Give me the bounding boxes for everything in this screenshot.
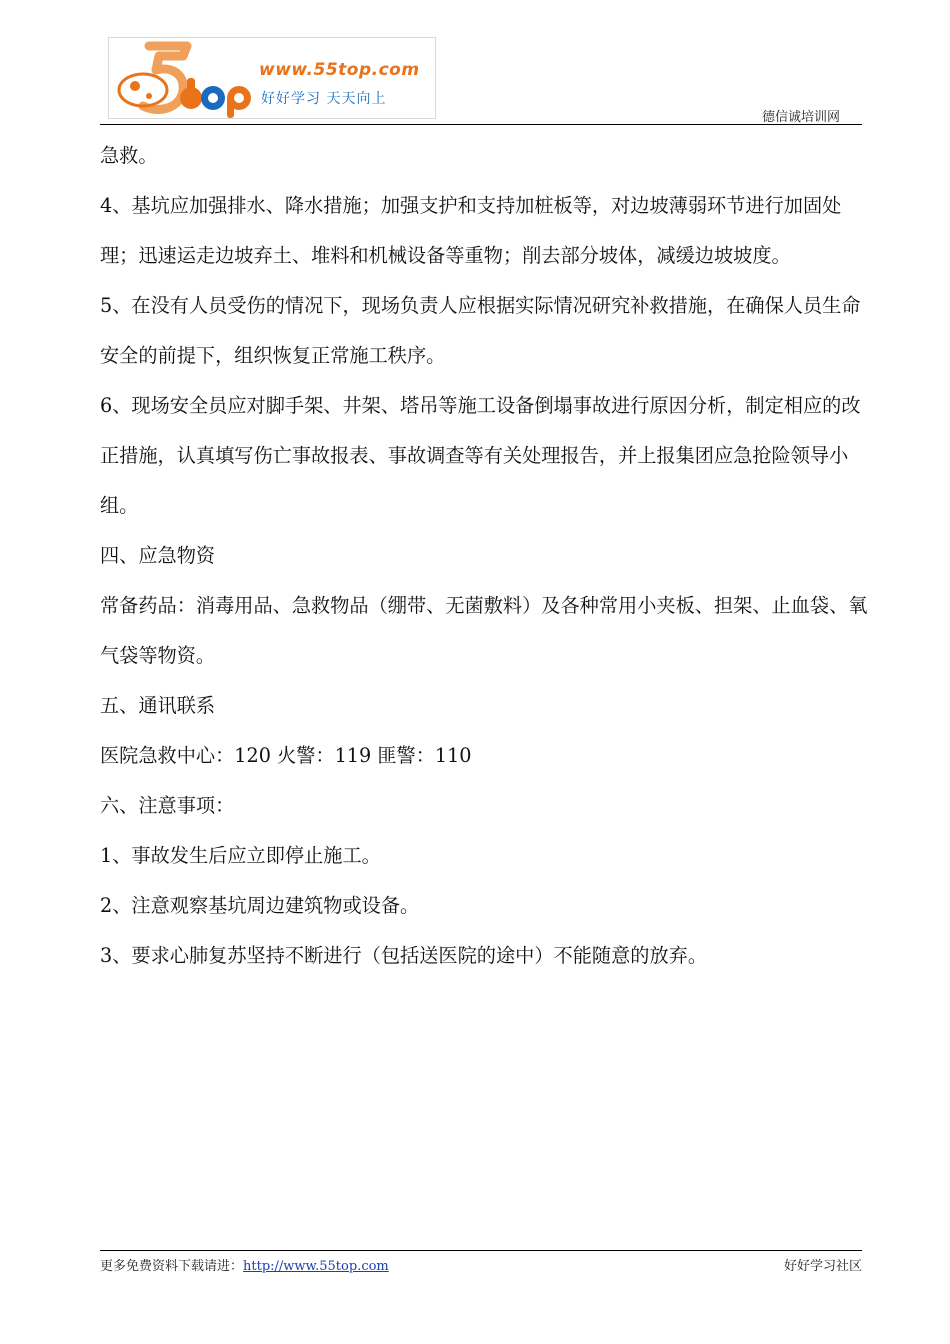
logo-slogan: 好好学习 天天向上 — [261, 91, 387, 107]
section-heading: 四、应急物资 — [100, 544, 216, 567]
footer-link[interactable]: http://www.55top.com — [243, 1259, 389, 1274]
paragraph: 1、事故发生后应立即停止施工。 — [100, 844, 381, 867]
footer-left — [100, 1255, 389, 1274]
header-divider — [100, 124, 862, 125]
paragraph: 5、在没有人员受伤的情况下，现场负责人应根据实际情况研究补救措施，在确保人员生命安全的前提下，组织恢复正常施工秩序。 — [100, 294, 861, 367]
paragraph: 3、要求心肺复苏坚持不断进行（包括送医院的途中）不能随意的放弃。 — [100, 944, 708, 967]
footer-divider — [100, 1250, 862, 1251]
section-heading: 五、通讯联系 — [100, 694, 216, 717]
paragraph: 4、基坑应加强排水、降水措施；加强支护和支持加桩板等，对边坡薄弱环节进行加固处理；迅速运走边坡弃土、堆料和机械设备等重物；削去部分坡体，减缓边坡坡度。 — [100, 194, 842, 267]
footer-community-text: 好好学习社区 — [783, 1259, 862, 1274]
header-site-name: 德信诚培训网 — [761, 110, 840, 125]
site-logo — [108, 37, 436, 119]
document-body — [100, 131, 875, 981]
paragraph: 医院急救中心：120 火警：119 匪警：110 — [100, 744, 472, 767]
paragraph: 6、现场安全员应对脚手架、井架、塔吊等施工设备倒塌事故进行原因分析，制定相应的改正措施，认真填写伤亡事故报表、事故调查等有关处理报告，并上报集团应急抢险领导小组。 — [100, 394, 861, 517]
logo-url-text: www.55top.com — [259, 60, 420, 80]
paragraph: 2、注意观察基坑周边建筑物或设备。 — [100, 894, 420, 917]
section-heading: 六、注意事项： — [100, 794, 235, 817]
paragraph: 常备药品：消毒用品、急救物品（绷带、无菌敷料）及各种常用小夹板、担架、止血袋、氧气袋等物资。 — [100, 594, 868, 667]
footer-download-text: 更多免费资料下载请进： — [100, 1259, 244, 1274]
paragraph: 急救。 — [100, 144, 158, 167]
